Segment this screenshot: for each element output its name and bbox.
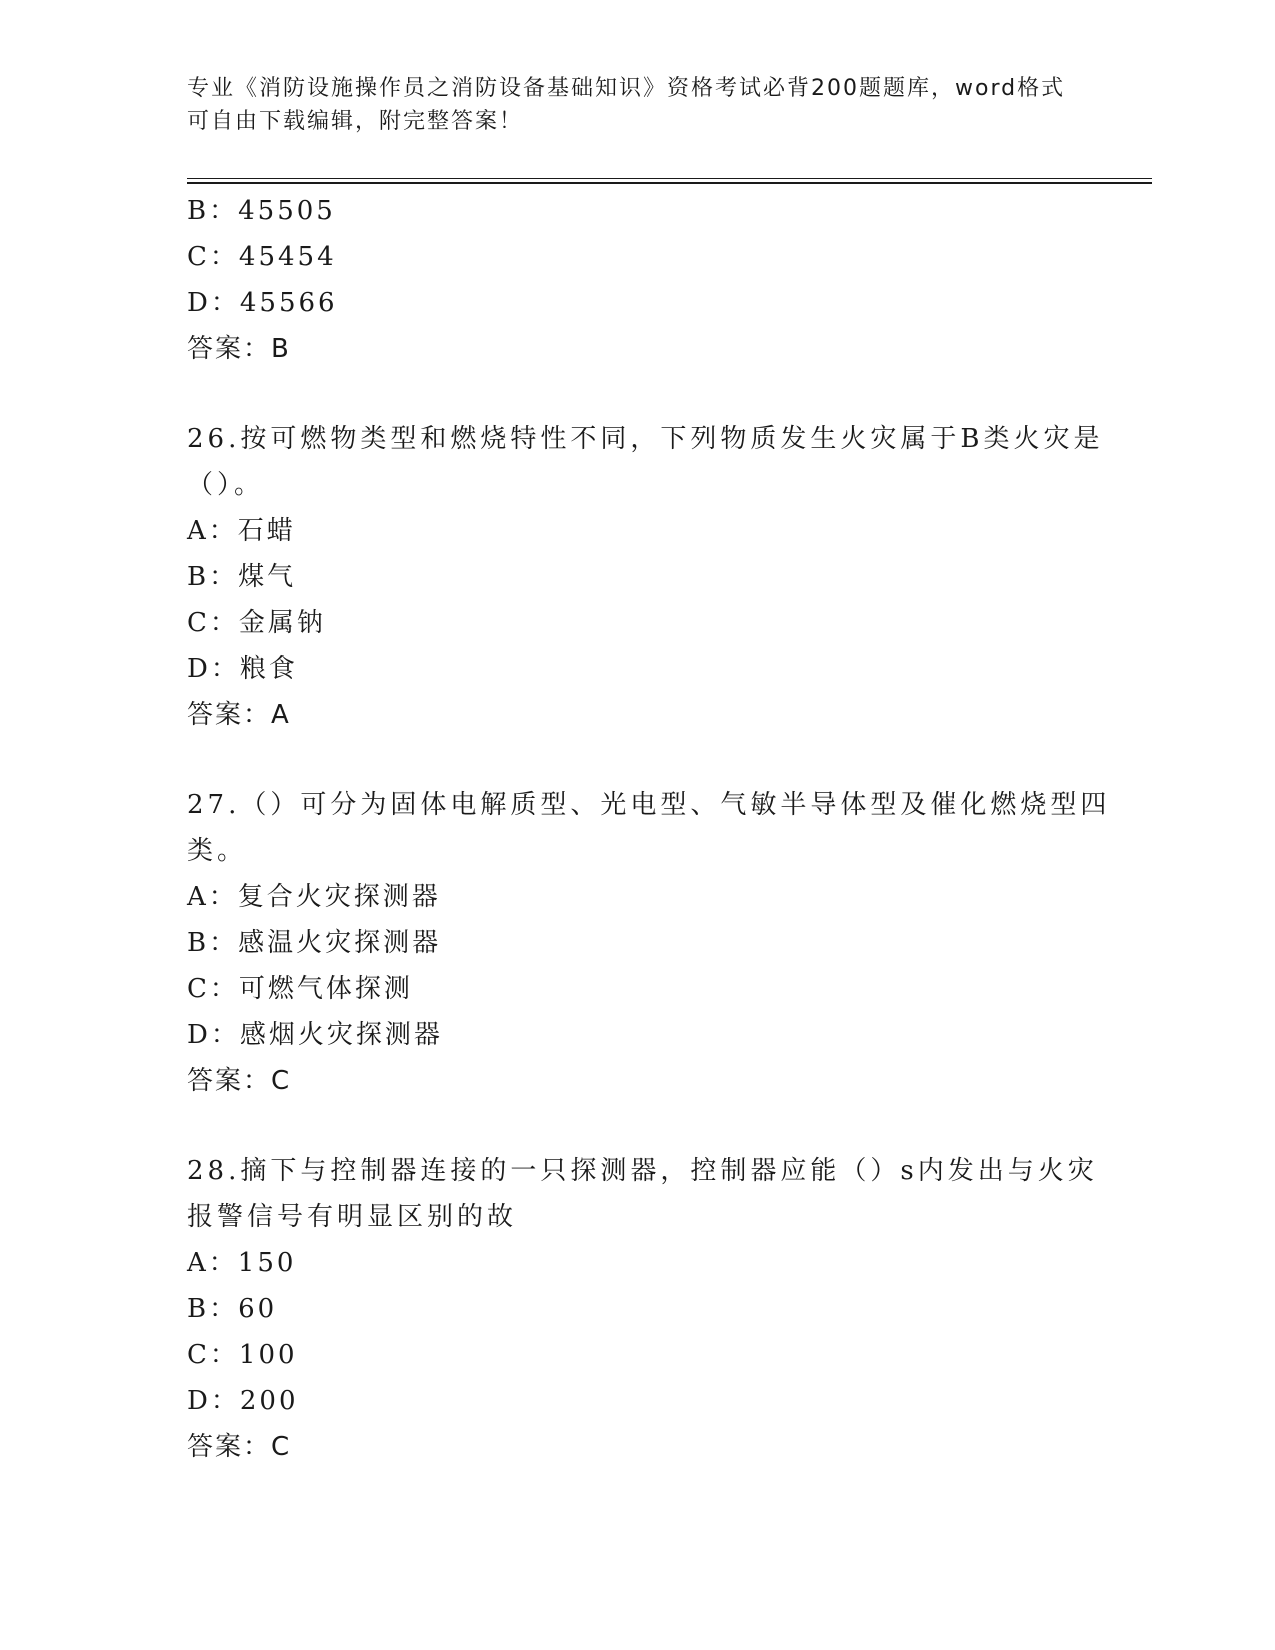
answer-line: 答案：C <box>187 1066 292 1096</box>
question-stem-continued: （）。 <box>187 470 265 500</box>
spacer <box>187 1104 1087 1148</box>
option-c <box>187 234 1087 280</box>
option-a <box>187 508 1087 554</box>
option-label: B： <box>187 928 239 958</box>
option-label: B： <box>187 1294 239 1324</box>
option-b <box>187 554 1087 600</box>
option-c <box>187 1332 1087 1378</box>
option-d <box>187 1012 1087 1058</box>
option-label: A： <box>187 516 238 546</box>
option-d <box>187 280 1087 326</box>
option-text: 粮食 <box>239 654 298 684</box>
question-stem-continued: 类。 <box>187 836 248 866</box>
option-text: 感烟火灾探测器 <box>239 1020 443 1050</box>
option-label: C： <box>187 242 239 272</box>
option-label: A： <box>187 1248 238 1278</box>
header-divider-thin <box>187 178 1152 179</box>
option-c <box>187 966 1087 1012</box>
header-divider-thick <box>187 182 1152 184</box>
option-a <box>187 1240 1087 1286</box>
option-text: 石蜡 <box>237 516 296 546</box>
option-d <box>187 1378 1087 1424</box>
option-text: 45505 <box>238 196 336 226</box>
option-a <box>187 874 1087 920</box>
option-text: 150 <box>237 1248 297 1278</box>
option-text: 可燃气体探测 <box>238 974 413 1004</box>
option-text: 感温火灾探测器 <box>238 928 442 958</box>
question-27 <box>187 782 1111 1104</box>
option-label: C： <box>187 608 239 638</box>
option-text: 100 <box>238 1340 298 1370</box>
option-text: 煤气 <box>238 562 297 592</box>
option-b <box>187 920 1087 966</box>
answer-line: 答案：B <box>187 334 291 364</box>
option-label: C： <box>187 1340 239 1370</box>
option-label: D： <box>187 1386 240 1416</box>
spacer <box>187 738 1087 782</box>
question-25-tail <box>187 188 1087 372</box>
option-label: A： <box>187 882 238 912</box>
question-stem-continued: 报警信号有明显区别的故 <box>187 1202 518 1232</box>
option-c <box>187 600 1087 646</box>
option-d <box>187 646 1087 692</box>
question-28 <box>187 1148 1098 1470</box>
question-stem: 26.按可燃物类型和燃烧特性不同，下列物质发生火灾属于B类火灾是 <box>187 424 1104 454</box>
option-label: D： <box>187 1020 240 1050</box>
option-label: D： <box>187 288 240 318</box>
question-stem: 28.摘下与控制器连接的一只探测器，控制器应能（）s内发出与火灾 <box>187 1156 1098 1186</box>
document-title: 专业《消防设施操作员之消防设备基础知识》资格考试必背200题题库，word格式可自由下载编辑，附完整答案！ <box>187 76 1066 134</box>
option-text: 金属钠 <box>238 608 326 638</box>
option-b <box>187 188 1087 234</box>
page-header <box>187 72 1067 138</box>
question-list <box>187 188 1111 1470</box>
option-text: 60 <box>238 1294 278 1324</box>
option-text: 45454 <box>238 242 337 272</box>
question-stem: 27.（）可分为固体电解质型、光电型、气敏半导体型及催化燃烧型四 <box>187 790 1111 820</box>
answer-line: 答案：C <box>187 1432 292 1462</box>
option-text: 200 <box>239 1386 299 1416</box>
option-label: B： <box>187 562 239 592</box>
option-b <box>187 1286 1087 1332</box>
option-label: C： <box>187 974 239 1004</box>
answer-line: 答案：A <box>187 700 291 730</box>
question-26 <box>187 416 1104 738</box>
spacer <box>187 372 1087 416</box>
option-label: B： <box>187 196 239 226</box>
option-text: 45566 <box>239 288 338 318</box>
option-label: D： <box>187 654 240 684</box>
option-text: 复合火灾探测器 <box>237 882 441 912</box>
